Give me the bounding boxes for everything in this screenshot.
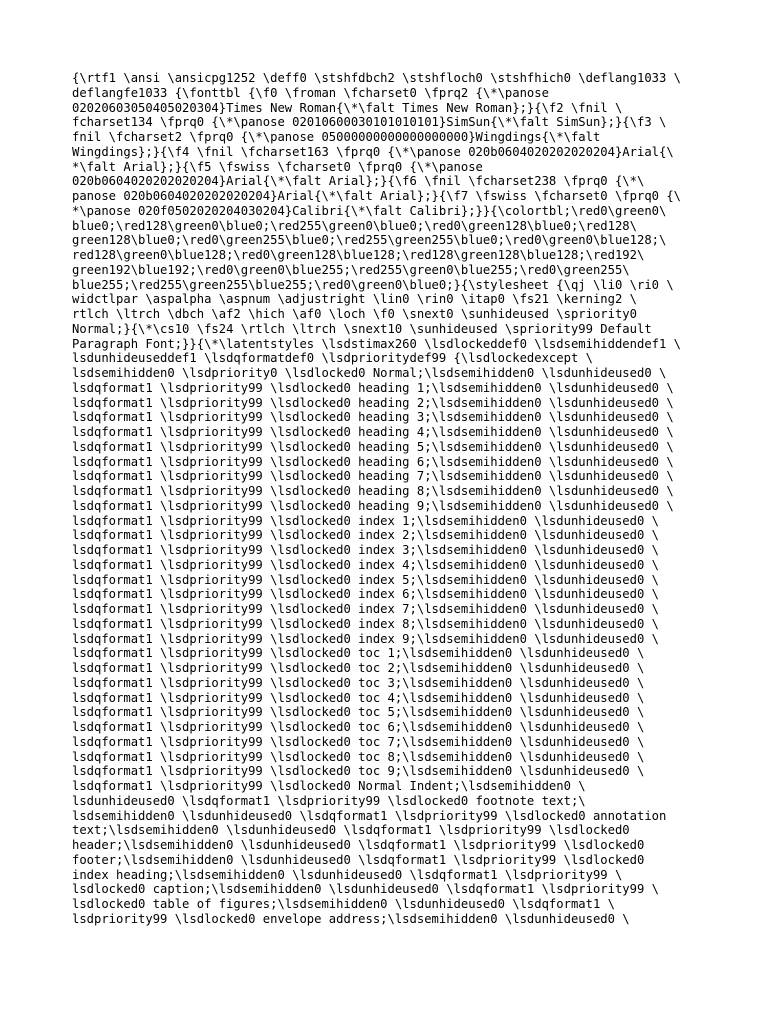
text-line: rtlch \ltrch \dbch \af2 \hich \af0 \loch \f0 \snext0 \sunhideused \spriority0 — [72, 307, 637, 321]
text-line: {\rtf1 \ansi \ansicpg1252 \deff0 \stshfdbch2 \stshfloch0 \stshfhich0 \deflang1033 \ — [72, 71, 682, 85]
text-line: lsdlocked0 caption;\lsdsemihidden0 \lsdunhideused0 \lsdqformat1 \lsdpriority99 \ — [72, 882, 659, 897]
text-line: panose 020b0604020202020204}Arial{\*\falt Arial};}{\f7 \fswiss \fcharset0 \fprq0 {\ — [72, 189, 682, 203]
text-line: lsdqformat1 \lsdpriority99 \lsdlocked0 heading 5;\lsdsemihidden0 \lsdunhideused0 \ — [72, 439, 674, 454]
text-line: lsdqformat1 \lsdpriority99 \lsdlocked0 toc 6;\lsdsemihidden0 \lsdunhideused0 \ — [72, 720, 645, 734]
text-line: lsdunhideused0 \lsdqformat1 \lsdpriority99 \lsdlocked0 footnote text;\ — [72, 793, 586, 808]
text-line: lsdqformat1 \lsdpriority99 \lsdlocked0 index 7;\lsdsemihidden0 \lsdunhideused0 \ — [72, 602, 659, 616]
text-line: widctlpar \aspalpha \aspnum \adjustright \lin0 \rin0 \itap0 \fs21 \kerning2 \ — [72, 292, 637, 307]
text-line: lsdqformat1 \lsdpriority99 \lsdlocked0 toc 7;\lsdsemihidden0 \lsdunhideused0 \ — [72, 734, 645, 749]
text-line: lsdqformat1 \lsdpriority99 \lsdlocked0 index 6;\lsdsemihidden0 \lsdunhideused0 \ — [72, 587, 659, 602]
text-line: red128\green0\blue128;\red0\green128\blue128;\red128\green128\blue128;\red192\ — [72, 248, 645, 262]
text-line: lsdqformat1 \lsdpriority99 \lsdlocked0 heading 2;\lsdsemihidden0 \lsdunhideused0 \ — [72, 395, 674, 410]
text-line: 020b0604020202020204}Arial{\*\falt Arial};}{\f6 \fnil \fcharset238 \fprq0 {\*\ — [72, 174, 645, 189]
text-line: lsdqformat1 \lsdpriority99 \lsdlocked0 index 1;\lsdsemihidden0 \lsdunhideused0 \ — [72, 513, 659, 528]
text-line: lsdqformat1 \lsdpriority99 \lsdlocked0 heading 7;\lsdsemihidden0 \lsdunhideused0 \ — [72, 469, 674, 484]
text-line: lsdqformat1 \lsdpriority99 \lsdlocked0 toc 3;\lsdsemihidden0 \lsdunhideused0 \ — [72, 675, 645, 690]
text-line: lsdqformat1 \lsdpriority99 \lsdlocked0 Normal Indent;\lsdsemihidden0 \ — [72, 779, 586, 793]
text-line: lsdqformat1 \lsdpriority99 \lsdlocked0 heading 3;\lsdsemihidden0 \lsdunhideused0 \ — [72, 410, 674, 425]
text-line: deflangfe1033 {\fonttbl {\f0 \froman \fcharset0 \fprq2 {\*\panose — [72, 85, 549, 100]
text-line: lsdqformat1 \lsdpriority99 \lsdlocked0 heading 8;\lsdsemihidden0 \lsdunhideused0 \ — [72, 484, 674, 498]
text-line: blue0;\red128\green0\blue0;\red255\green0\blue0;\red0\green128\blue0;\red128\ — [72, 218, 637, 233]
text-line: lsdlocked0 table of figures;\lsdsemihidden0 \lsdunhideused0 \lsdqformat1 \ — [72, 897, 615, 911]
text-line: index heading;\lsdsemihidden0 \lsdunhideused0 \lsdqformat1 \lsdpriority99 \ — [72, 867, 623, 882]
text-line: Normal;}{\*\cs10 \fs24 \rtlch \ltrch \snext10 \sunhideused \spriority99 Default — [72, 321, 652, 336]
text-line: Paragraph Font;}}{\*\latentstyles \lsdstimax260 \lsdlockeddef0 \lsdsemihiddendef1 \ — [72, 336, 682, 351]
text-line: header;\lsdsemihidden0 \lsdunhideused0 \lsdqformat1 \lsdpriority99 \lsdlocked0 — [72, 838, 645, 852]
text-line: lsdqformat1 \lsdpriority99 \lsdlocked0 index 2;\lsdsemihidden0 \lsdunhideused0 \ — [72, 528, 659, 543]
text-line: lsdqformat1 \lsdpriority99 \lsdlocked0 toc 1;\lsdsemihidden0 \lsdunhideused0 \ — [72, 646, 645, 661]
text-line: lsdunhideuseddef1 \lsdqformatdef0 \lsdprioritydef99 {\lsdlockedexcept \ — [72, 351, 593, 366]
text-line: *\falt Arial};}{\f5 \fswiss \fcharset0 \fprq0 {\*\panose — [72, 159, 483, 174]
text-line: lsdqformat1 \lsdpriority99 \lsdlocked0 toc 8;\lsdsemihidden0 \lsdunhideused0 \ — [72, 749, 645, 764]
text-line: Wingdings};}{\f4 \fnil \fcharset163 \fprq0 {\*\panose 020b0604020202020204}Arial{\ — [72, 144, 674, 159]
text-line: lsdqformat1 \lsdpriority99 \lsdlocked0 heading 6;\lsdsemihidden0 \lsdunhideused0 \ — [72, 454, 674, 469]
text-line: *\panose 020f0502020204030204}Calibri{\*\falt Calibri};}}{\colortbl;\red0\green0\ — [72, 203, 667, 218]
text-line: lsdqformat1 \lsdpriority99 \lsdlocked0 toc 2;\lsdsemihidden0 \lsdunhideused0 \ — [72, 661, 645, 675]
text-line: lsdqformat1 \lsdpriority99 \lsdlocked0 index 9;\lsdsemihidden0 \lsdunhideused0 \ — [72, 631, 659, 646]
text-line: green192\blue192;\red0\green0\blue255;\red255\green0\blue255;\red0\green255\ — [72, 262, 630, 277]
text-line: fnil \fcharset2 \fprq0 {\*\panose 05000000000000000000}Wingdings{\*\falt — [72, 130, 601, 144]
text-line: lsdpriority99 \lsdlocked0 envelope address;\lsdsemihidden0 \lsdunhideused0 \ — [72, 911, 630, 926]
text-line: lsdsemihidden0 \lsdunhideused0 \lsdqformat1 \lsdpriority99 \lsdlocked0 annotation — [72, 808, 667, 823]
text-line: lsdqformat1 \lsdpriority99 \lsdlocked0 index 5;\lsdsemihidden0 \lsdunhideused0 \ — [72, 572, 659, 587]
text-line: 02020603050405020304}Times New Roman{\*\falt Times New Roman};}{\f2 \fnil \ — [72, 100, 623, 115]
text-line: lsdqformat1 \lsdpriority99 \lsdlocked0 index 4;\lsdsemihidden0 \lsdunhideused0 \ — [72, 557, 659, 572]
text-line: lsdqformat1 \lsdpriority99 \lsdlocked0 toc 5;\lsdsemihidden0 \lsdunhideused0 \ — [72, 705, 645, 720]
text-line: fcharset134 \fprq0 {\*\panose 02010600030101010101}SimSun{\*\falt SimSun};}{\f3 \ — [72, 115, 667, 130]
text-line: lsdqformat1 \lsdpriority99 \lsdlocked0 heading 9;\lsdsemihidden0 \lsdunhideused0 \ — [72, 498, 674, 513]
text-line: green128\blue0;\red0\green255\blue0;\red255\green255\blue0;\red0\green0\blue128;\ — [72, 233, 667, 248]
text-line: text;\lsdsemihidden0 \lsdunhideused0 \lsdqformat1 \lsdpriority99 \lsdlocked0 — [72, 823, 630, 838]
text-line: blue255;\red255\green255\blue255;\red0\green0\blue0;}{\stylesheet {\qj \li0 \ri0 \ — [72, 277, 674, 292]
text-line: lsdqformat1 \lsdpriority99 \lsdlocked0 heading 4;\lsdsemihidden0 \lsdunhideused0 \ — [72, 425, 674, 439]
text-line: lsdqformat1 \lsdpriority99 \lsdlocked0 heading 1;\lsdsemihidden0 \lsdunhideused0 \ — [72, 380, 674, 395]
text-line: lsdqformat1 \lsdpriority99 \lsdlocked0 index 3;\lsdsemihidden0 \lsdunhideused0 \ — [72, 543, 659, 557]
text-line: lsdqformat1 \lsdpriority99 \lsdlocked0 toc 9;\lsdsemihidden0 \lsdunhideused0 \ — [72, 764, 645, 779]
text-line: lsdsemihidden0 \lsdpriority0 \lsdlocked0 Normal;\lsdsemihidden0 \lsdunhideused0 \ — [72, 366, 667, 380]
text-line: lsdqformat1 \lsdpriority99 \lsdlocked0 index 8;\lsdsemihidden0 \lsdunhideused0 \ — [72, 616, 659, 631]
text-line: lsdqformat1 \lsdpriority99 \lsdlocked0 toc 4;\lsdsemihidden0 \lsdunhideused0 \ — [72, 690, 645, 705]
text-line: footer;\lsdsemihidden0 \lsdunhideused0 \lsdqformat1 \lsdpriority99 \lsdlocked0 — [72, 852, 645, 867]
document-body — [72, 71, 712, 927]
